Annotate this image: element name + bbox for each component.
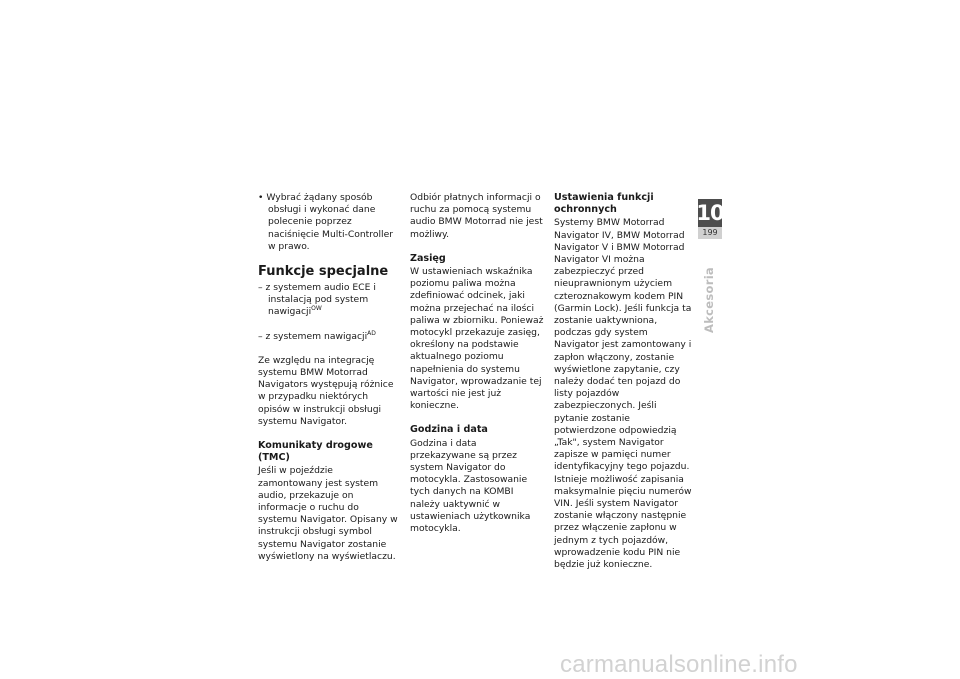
chapter-number: 10 [696,201,724,225]
dash-item-navigation-text: – z systemem nawigacji [258,330,368,342]
bullet-instruction: • Wybrać żądany sposób obsługi i wykonać dane polecenie poprzez naciśnięcie Multi-Controller w prawo. [258,192,394,252]
subheading-time-date: Godzina i data [410,424,488,436]
dash-item-navigation [258,331,398,343]
subheading-protection: Ustawienia funkcji ochronnych [554,192,654,216]
chapter-title-vertical [693,250,725,350]
paragraph-paid-traffic: Odbiór płatnych informacji o ruchu za pomocą systemu audio BMW Motorrad nie jest możliwy. [410,192,543,240]
chapter-tab [698,199,722,239]
paragraph-range: W ustawieniach wskaźnika poziomu paliwa można zdefiniować odcinek, jaki można przejechać na ilości paliwa w zbiorniku. Ponieważ motocykl przekazuje zasięg, określony na podstawie aktualnego poziomu napełnienia do systemu Navigator, wprowadzanie tej wartości nie jest już konieczne. [410,266,544,412]
column-1 [258,192,398,575]
watermark-text: carmanualsonline.info [560,651,798,678]
dash-item-audio-sup: OW [311,305,322,313]
paragraph-protection: Systemy BMW Motorrad Navigator IV, BMW Motorrad Navigator V i BMW Motorrad Navigator VI można zabezpieczyć przed nieuprawnionym użyciem czteroznakowym kodem PIN (Garmin Lock). Jeśli funkcja ta zostanie uaktywniona, podczas gdy system Navigator jest zamontowany i zapłon włączony, zostanie wyświetlone zapytanie, czy należy dodać ten pojazd do listy pojazdów zabezpieczonych. Jeśli pytanie zostanie potwierdzone odpowiedzią „Tak", system Navigator zapisze w pamięci numer identyfikacyjny tego pojazdu. Istnieje możliwość zapisania maksymalnie pięciu numerów VIN. Jeśli system Navigator zostanie włączony następnie przez włączenie zapłonu w jednym z tych pojazdów, wprowadzenie kodu PIN nie będzie już konieczne. [554,217,692,571]
dash-item-navigation-sup: AD [367,329,376,337]
subheading-range: Zasięg [410,252,446,264]
page-number: 199 [698,227,722,239]
paragraph-tmc: Jeśli w pojeździe zamontowany jest system audio, przekazuje on informacje o ruchu do systemu Navigator. Opisany w instrukcji obsługi symbol systemu Navigator zostanie wyświetlony na wyświetlaczu. [258,465,398,562]
dash-item-audio-text: – z systemem audio ECE i instalacją pod system nawigacji [258,282,376,318]
paragraph-integration: Ze względu na integrację systemu BMW Motorrad Navigators występują różnice w przypadku niektórych opisów w instrukcji obsługi systemu Navigator. [258,354,394,427]
dash-item-audio [258,282,398,319]
column-3 [554,192,692,583]
subheading-tmc: Komunikaty drogowe (TMC) [258,440,373,464]
column-2 [410,192,545,547]
chapter-title: Akcesoria [702,267,716,333]
paragraph-time-date: Godzina i data przekazywane są przez system Navigator do motocykla. Zastosowanie tych danych na KOMBI należy uaktywnić w ustawieniach użytkownika motocykla. [410,437,531,535]
section-heading-special-functions: Funkcje specjalne [258,264,389,280]
